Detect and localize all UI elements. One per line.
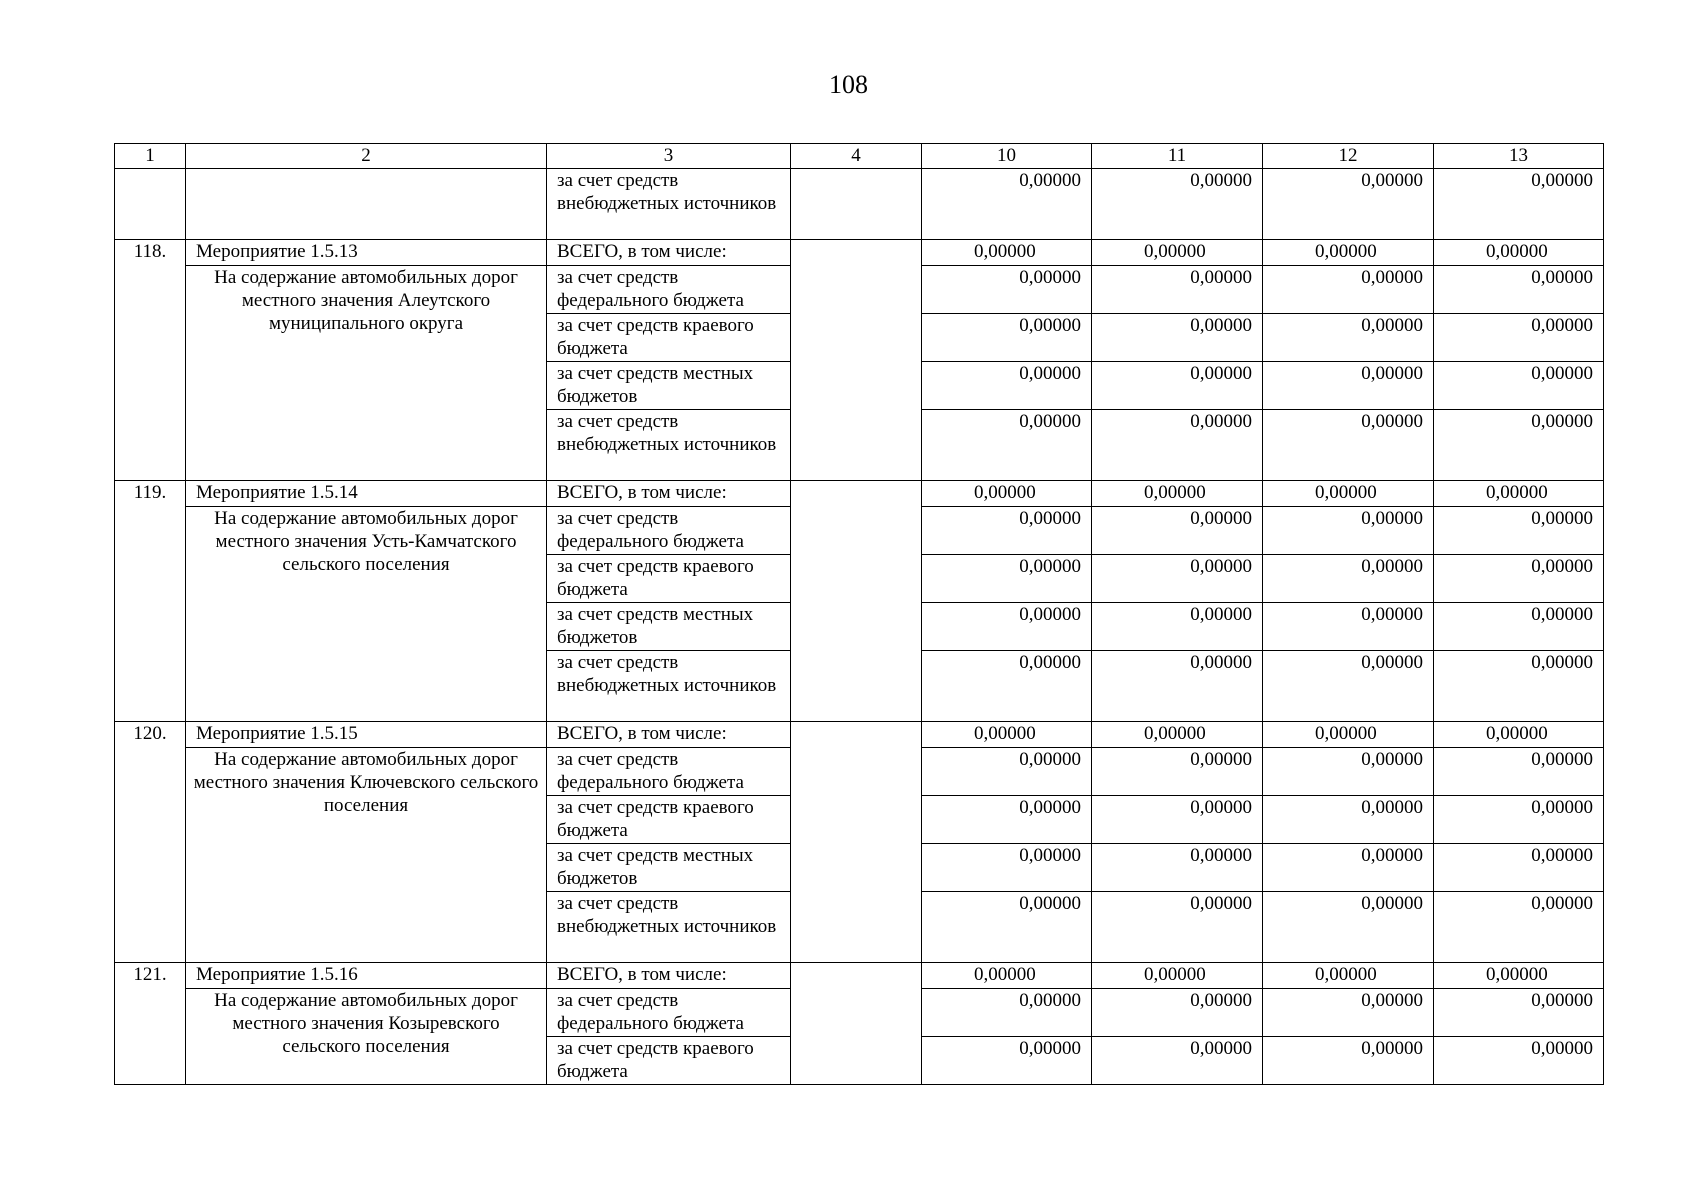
- source-cell: за счет средств внебюджетных источников: [547, 651, 791, 722]
- column-header: 2: [186, 144, 547, 169]
- measure-title: Мероприятие 1.5.15: [186, 722, 547, 748]
- col4-cell: [791, 963, 922, 1085]
- value-cell: 0,00000: [1434, 314, 1604, 362]
- source-cell: за счет средств федерального бюджета: [547, 266, 791, 314]
- source-cell: за счет средств краевого бюджета: [547, 1037, 791, 1085]
- value-cell: 0,00000: [1263, 603, 1434, 651]
- source-cell: за счет средств краевого бюджета: [547, 555, 791, 603]
- value-cell: 0,00000: [1092, 748, 1263, 796]
- value-cell: 0,00000: [1263, 507, 1434, 555]
- value-cell: 0,00000: [1263, 748, 1434, 796]
- source-cell: за счет средств федерального бюджета: [547, 748, 791, 796]
- value-cell: 0,00000: [1434, 240, 1604, 266]
- source-cell: за счет средств краевого бюджета: [547, 314, 791, 362]
- value-cell: 0,00000: [1434, 844, 1604, 892]
- value-cell: 0,00000: [1434, 892, 1604, 963]
- value-cell: 0,00000: [1092, 481, 1263, 507]
- column-number-row: [115, 144, 1604, 169]
- value-cell: 0,00000: [922, 722, 1092, 748]
- col4-cell: [791, 169, 922, 240]
- value-cell: 0,00000: [922, 314, 1092, 362]
- value-cell: 0,00000: [1263, 362, 1434, 410]
- value-cell: 0,00000: [1263, 240, 1434, 266]
- value-cell: 0,00000: [922, 748, 1092, 796]
- value-cell: 0,00000: [1434, 651, 1604, 722]
- value-cell: 0,00000: [922, 410, 1092, 481]
- source-cell: за счет средств местных бюджетов: [547, 603, 791, 651]
- value-cell: 0,00000: [922, 963, 1092, 989]
- column-header: 4: [791, 144, 922, 169]
- value-cell: 0,00000: [1092, 266, 1263, 314]
- value-cell: 0,00000: [922, 555, 1092, 603]
- value-cell: 0,00000: [1092, 892, 1263, 963]
- value-cell: 0,00000: [1092, 410, 1263, 481]
- measure-description: На содержание автомобильных дорог местного значения Козыревского сельского поселения: [186, 989, 547, 1085]
- measure-title: Мероприятие 1.5.13: [186, 240, 547, 266]
- value-cell: 0,00000: [1434, 963, 1604, 989]
- measure-number: 118.: [115, 240, 186, 481]
- source-cell: за счет средств внебюджетных источников: [547, 169, 791, 240]
- measure-title: Мероприятие 1.5.16: [186, 963, 547, 989]
- column-header: 3: [547, 144, 791, 169]
- measure-title: Мероприятие 1.5.14: [186, 481, 547, 507]
- value-cell: 0,00000: [1263, 963, 1434, 989]
- value-cell: 0,00000: [1263, 844, 1434, 892]
- value-cell: 0,00000: [1092, 240, 1263, 266]
- value-cell: 0,00000: [1092, 796, 1263, 844]
- value-cell: 0,00000: [1263, 169, 1434, 240]
- value-cell: 0,00000: [922, 481, 1092, 507]
- value-cell: 0,00000: [1263, 555, 1434, 603]
- value-cell: 0,00000: [1434, 603, 1604, 651]
- source-cell: за счет средств внебюджетных источников: [547, 892, 791, 963]
- value-cell: 0,00000: [922, 362, 1092, 410]
- value-cell: 0,00000: [1263, 314, 1434, 362]
- value-cell: 0,00000: [922, 266, 1092, 314]
- col4-cell: [791, 722, 922, 963]
- value-cell: 0,00000: [1092, 507, 1263, 555]
- value-cell: 0,00000: [1434, 796, 1604, 844]
- page-number: 108: [829, 70, 868, 99]
- value-cell: 0,00000: [1263, 796, 1434, 844]
- col4-cell: [791, 481, 922, 722]
- source-cell: за счет средств местных бюджетов: [547, 362, 791, 410]
- value-cell: 0,00000: [1263, 989, 1434, 1037]
- value-cell: 0,00000: [1092, 844, 1263, 892]
- value-cell: 0,00000: [1092, 963, 1263, 989]
- source-cell: за счет средств краевого бюджета: [547, 796, 791, 844]
- value-cell: 0,00000: [1434, 507, 1604, 555]
- source-cell: за счет средств внебюджетных источников: [547, 410, 791, 481]
- value-cell: 0,00000: [1092, 169, 1263, 240]
- col4-cell: [791, 240, 922, 481]
- measure-description: На содержание автомобильных дорог местного значения Усть-Камчатского сельского поселения: [186, 507, 547, 722]
- source-cell: ВСЕГО, в том числе:: [547, 481, 791, 507]
- name-cell: [186, 169, 547, 240]
- value-cell: 0,00000: [1263, 410, 1434, 481]
- value-cell: 0,00000: [1434, 410, 1604, 481]
- source-cell: ВСЕГО, в том числе:: [547, 963, 791, 989]
- measure-number: 119.: [115, 481, 186, 722]
- value-cell: 0,00000: [922, 989, 1092, 1037]
- value-cell: 0,00000: [922, 892, 1092, 963]
- value-cell: 0,00000: [922, 169, 1092, 240]
- value-cell: 0,00000: [1092, 314, 1263, 362]
- value-cell: 0,00000: [922, 1037, 1092, 1085]
- value-cell: 0,00000: [1434, 1037, 1604, 1085]
- value-cell: 0,00000: [1092, 722, 1263, 748]
- value-cell: 0,00000: [1263, 266, 1434, 314]
- number-cell: [115, 169, 186, 240]
- measure-number: 120.: [115, 722, 186, 963]
- carryover-row: [115, 169, 1604, 240]
- measure-total-row: [115, 481, 1604, 507]
- value-cell: 0,00000: [922, 240, 1092, 266]
- value-cell: 0,00000: [922, 507, 1092, 555]
- value-cell: 0,00000: [1434, 989, 1604, 1037]
- value-cell: 0,00000: [1092, 555, 1263, 603]
- value-cell: 0,00000: [1434, 169, 1604, 240]
- budget-table: [114, 143, 1604, 1085]
- value-cell: 0,00000: [922, 844, 1092, 892]
- value-cell: 0,00000: [922, 651, 1092, 722]
- source-cell: за счет средств федерального бюджета: [547, 507, 791, 555]
- value-cell: 0,00000: [1434, 748, 1604, 796]
- column-header: 11: [1092, 144, 1263, 169]
- column-header: 10: [922, 144, 1092, 169]
- value-cell: 0,00000: [1263, 1037, 1434, 1085]
- value-cell: 0,00000: [1263, 651, 1434, 722]
- measure-description: На содержание автомобильных дорог местного значения Алеутского муниципального округа: [186, 266, 547, 481]
- value-cell: 0,00000: [1092, 651, 1263, 722]
- value-cell: 0,00000: [1092, 362, 1263, 410]
- value-cell: 0,00000: [1434, 266, 1604, 314]
- value-cell: 0,00000: [1434, 555, 1604, 603]
- measure-total-row: [115, 963, 1604, 989]
- value-cell: 0,00000: [1434, 481, 1604, 507]
- value-cell: 0,00000: [1263, 892, 1434, 963]
- source-cell: ВСЕГО, в том числе:: [547, 722, 791, 748]
- measure-number: 121.: [115, 963, 186, 1085]
- source-cell: ВСЕГО, в том числе:: [547, 240, 791, 266]
- value-cell: 0,00000: [1263, 481, 1434, 507]
- column-header: 12: [1263, 144, 1434, 169]
- measure-total-row: [115, 722, 1604, 748]
- measure-description: На содержание автомобильных дорог местного значения Ключевского сельского поселения: [186, 748, 547, 963]
- column-header: 1: [115, 144, 186, 169]
- value-cell: 0,00000: [1434, 722, 1604, 748]
- value-cell: 0,00000: [922, 796, 1092, 844]
- value-cell: 0,00000: [922, 603, 1092, 651]
- source-cell: за счет средств местных бюджетов: [547, 844, 791, 892]
- source-cell: за счет средств федерального бюджета: [547, 989, 791, 1037]
- value-cell: 0,00000: [1263, 722, 1434, 748]
- value-cell: 0,00000: [1434, 362, 1604, 410]
- value-cell: 0,00000: [1092, 603, 1263, 651]
- column-header: 13: [1434, 144, 1604, 169]
- value-cell: 0,00000: [1092, 1037, 1263, 1085]
- measure-total-row: [115, 240, 1604, 266]
- value-cell: 0,00000: [1092, 989, 1263, 1037]
